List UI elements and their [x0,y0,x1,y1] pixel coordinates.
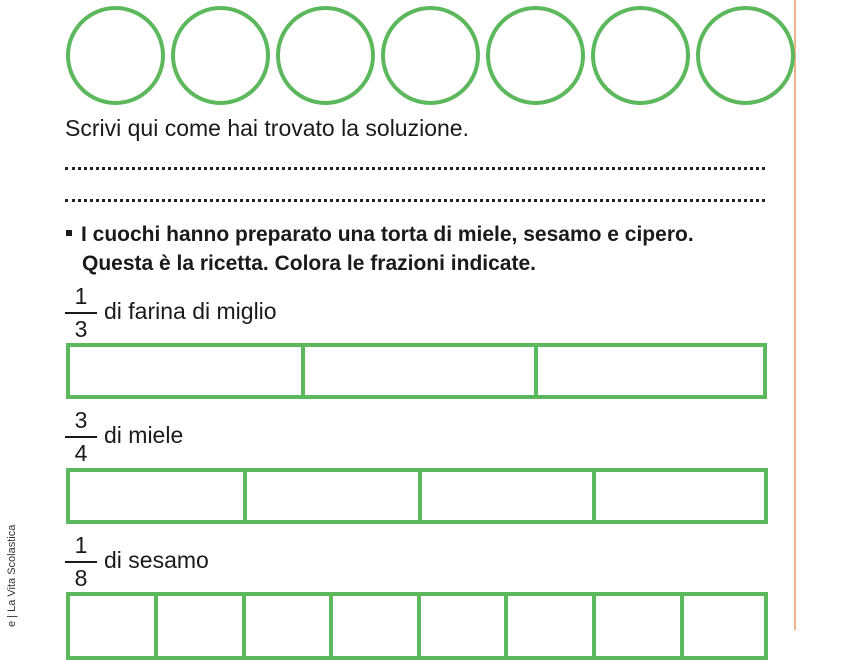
answer-circles [66,6,795,105]
task-line-2: Questa è la ricetta. Colora le frazioni indicate. [82,252,536,275]
fraction-numerator: 1 [74,283,88,309]
answer-circle[interactable] [381,6,480,105]
strip-cell[interactable] [508,596,596,656]
fraction-bar [65,561,97,563]
fraction-label: di farina di miglio [104,298,277,324]
answer-dotted-line[interactable] [65,199,765,202]
fraction-strip-eighths [66,592,768,660]
answer-circle[interactable] [276,6,375,105]
fraction-denominator: 8 [74,565,88,591]
fraction-strip-thirds [66,343,767,399]
strip-cell[interactable] [247,472,422,520]
answer-circle[interactable] [591,6,690,105]
fraction [64,407,98,466]
fraction-bar [65,312,97,314]
answer-circle[interactable] [171,6,270,105]
strip-cell[interactable] [70,596,158,656]
strip-cell[interactable] [333,596,421,656]
fraction-denominator: 3 [74,316,88,342]
answer-circle[interactable] [486,6,585,105]
fraction-strip-quarters [66,468,768,524]
task-line-1: I cuochi hanno preparato una torta di miele, sesamo e cipero. [81,223,694,246]
strip-cell[interactable] [158,596,246,656]
strip-cell[interactable] [421,596,508,656]
task-text [66,220,694,278]
answer-circle[interactable] [696,6,795,105]
strip-cell[interactable] [246,596,333,656]
fraction-label: di miele [104,422,184,448]
answer-dotted-line[interactable] [65,167,765,170]
fraction-label: di sesamo [104,547,209,573]
strip-cell[interactable] [684,596,764,656]
strip-cell[interactable] [538,347,763,395]
strip-cell[interactable] [70,472,247,520]
strip-cell[interactable] [70,347,305,395]
strip-cell[interactable] [596,596,684,656]
instruction-text: Scrivi qui come hai trovato la soluzione. [65,115,469,141]
fraction-denominator: 4 [74,440,88,466]
fraction [64,532,98,591]
fraction-heading [64,532,209,591]
fraction-heading [64,283,277,342]
side-credit: e | La Vita Scolastica [6,524,18,627]
bullet-icon [66,230,72,236]
fraction-heading [64,407,183,466]
strip-cell[interactable] [596,472,764,520]
strip-cell[interactable] [422,472,596,520]
answer-circle[interactable] [66,6,165,105]
fraction-numerator: 3 [74,407,88,433]
fraction-bar [65,436,97,438]
fraction [64,283,98,342]
strip-cell[interactable] [305,347,538,395]
fraction-numerator: 1 [74,532,88,558]
